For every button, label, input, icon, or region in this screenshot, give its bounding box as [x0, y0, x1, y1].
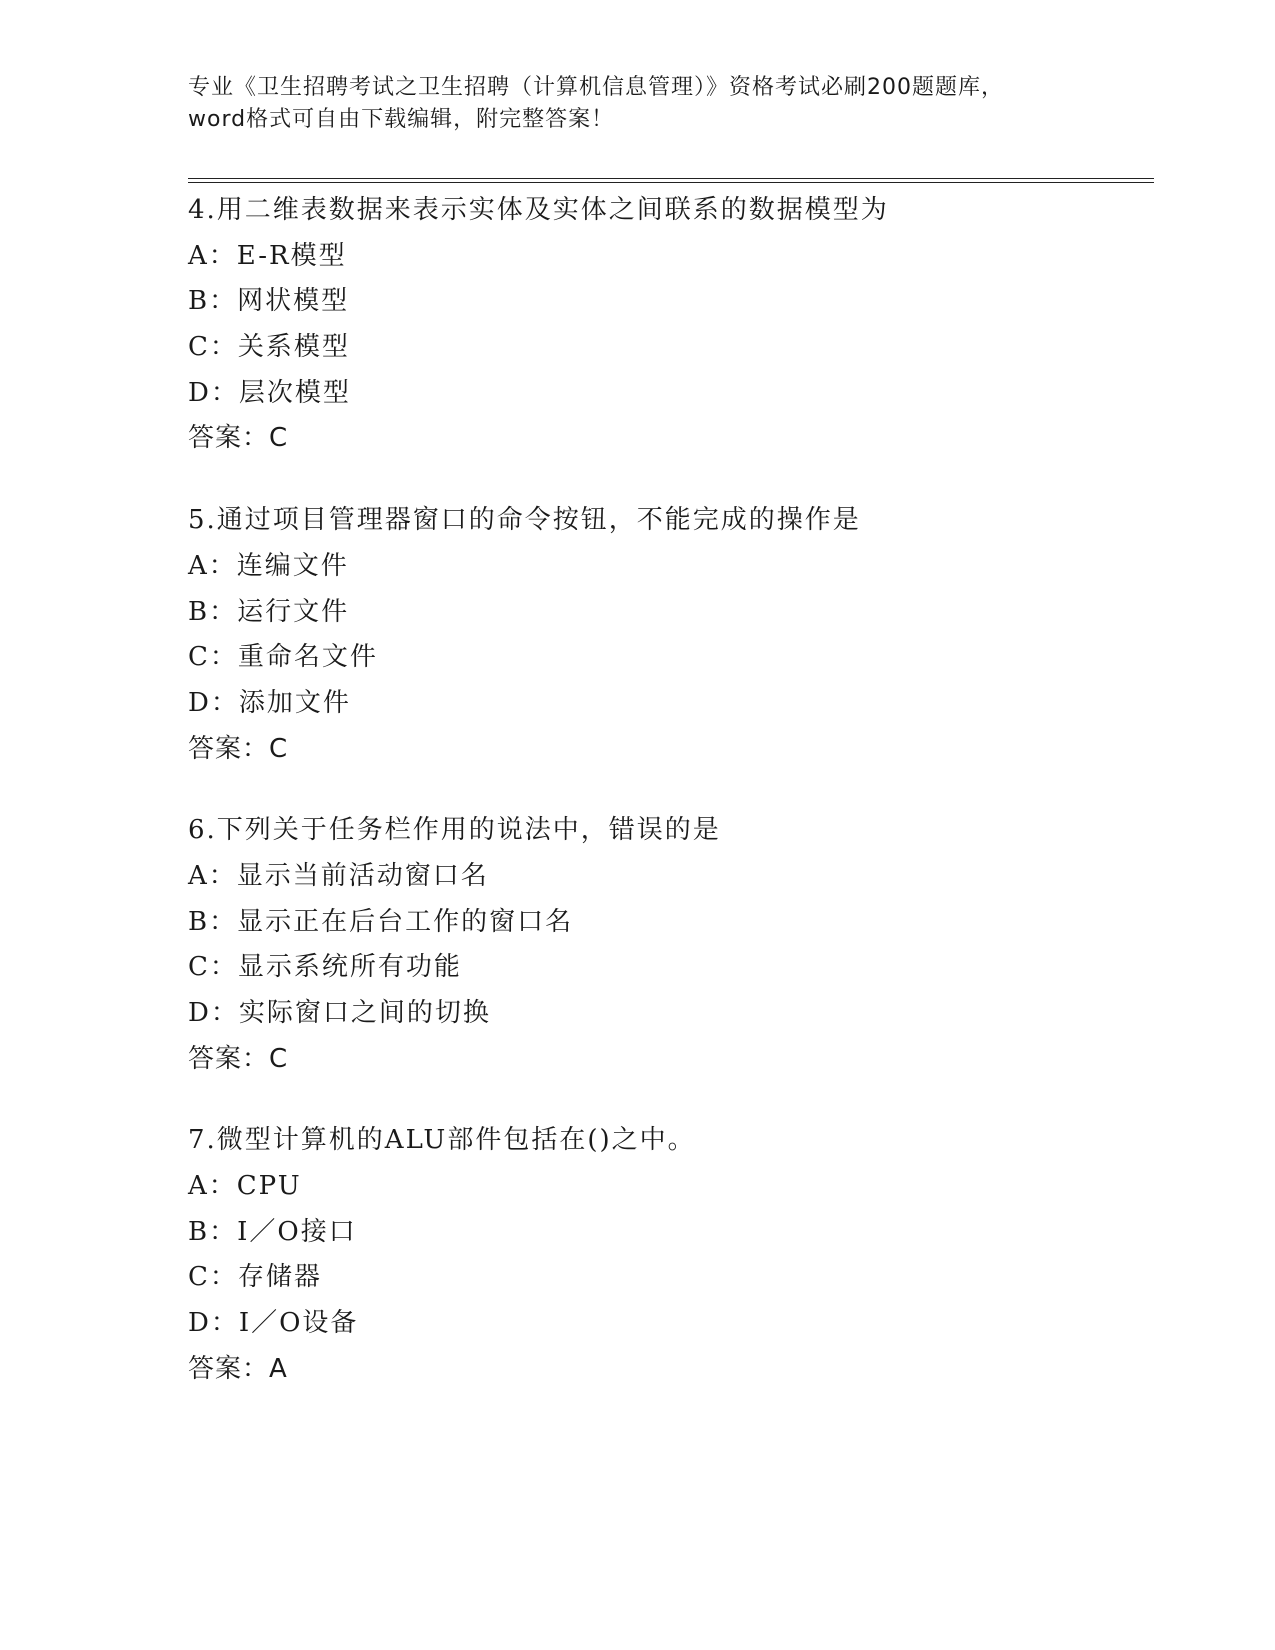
option-d: D：实际窗口之间的切换 [188, 998, 491, 1028]
answer: 答案：A [188, 1353, 288, 1384]
document-header [188, 72, 1088, 136]
option-d: D：添加文件 [188, 687, 351, 718]
option-d: D：层次模型 [188, 377, 351, 408]
answer: 答案：C [188, 733, 289, 764]
question-7 [188, 1118, 1148, 1392]
option-b: B：网状模型 [188, 286, 350, 317]
answer: 答案：C [188, 423, 289, 454]
question-title: 5.通过项目管理器窗口的命令按钮，不能完成的操作是 [188, 505, 861, 536]
option-a: A：显示当前活动窗口名 [188, 860, 489, 891]
question-list [188, 188, 1148, 1429]
option-a: A：连编文件 [188, 550, 349, 581]
question-4 [188, 188, 1148, 462]
header-divider [188, 178, 1154, 183]
question-5 [188, 498, 1148, 772]
question-6 [188, 808, 1148, 1082]
answer: 答案：C [188, 1043, 289, 1074]
option-b: B：I／O接口 [188, 1216, 357, 1247]
header-line-2: word格式可自由下载编辑，附完整答案！ [188, 107, 615, 132]
option-b: B：运行文件 [188, 596, 350, 627]
question-title: 4.用二维表数据来表示实体及实体之间联系的数据模型为 [188, 195, 889, 225]
question-title: 6.下列关于任务栏作用的说法中，错误的是 [188, 815, 721, 846]
option-c: C：存储器 [188, 1262, 322, 1293]
option-a: A：CPU [188, 1171, 302, 1202]
option-c: C：显示系统所有功能 [188, 952, 462, 983]
option-a: A：E-R模型 [188, 240, 347, 271]
option-b: B：显示正在后台工作的窗口名 [188, 906, 574, 937]
option-c: C：关系模型 [188, 332, 350, 363]
question-title: 7.微型计算机的ALU部件包括在()之中。 [188, 1125, 696, 1156]
header-line-1: 专业《卫生招聘考试之卫生招聘（计算机信息管理）》资格考试必刷200题题库， [188, 75, 1004, 100]
option-d: D：I／O设备 [188, 1308, 359, 1339]
option-c: C：重命名文件 [188, 642, 378, 673]
